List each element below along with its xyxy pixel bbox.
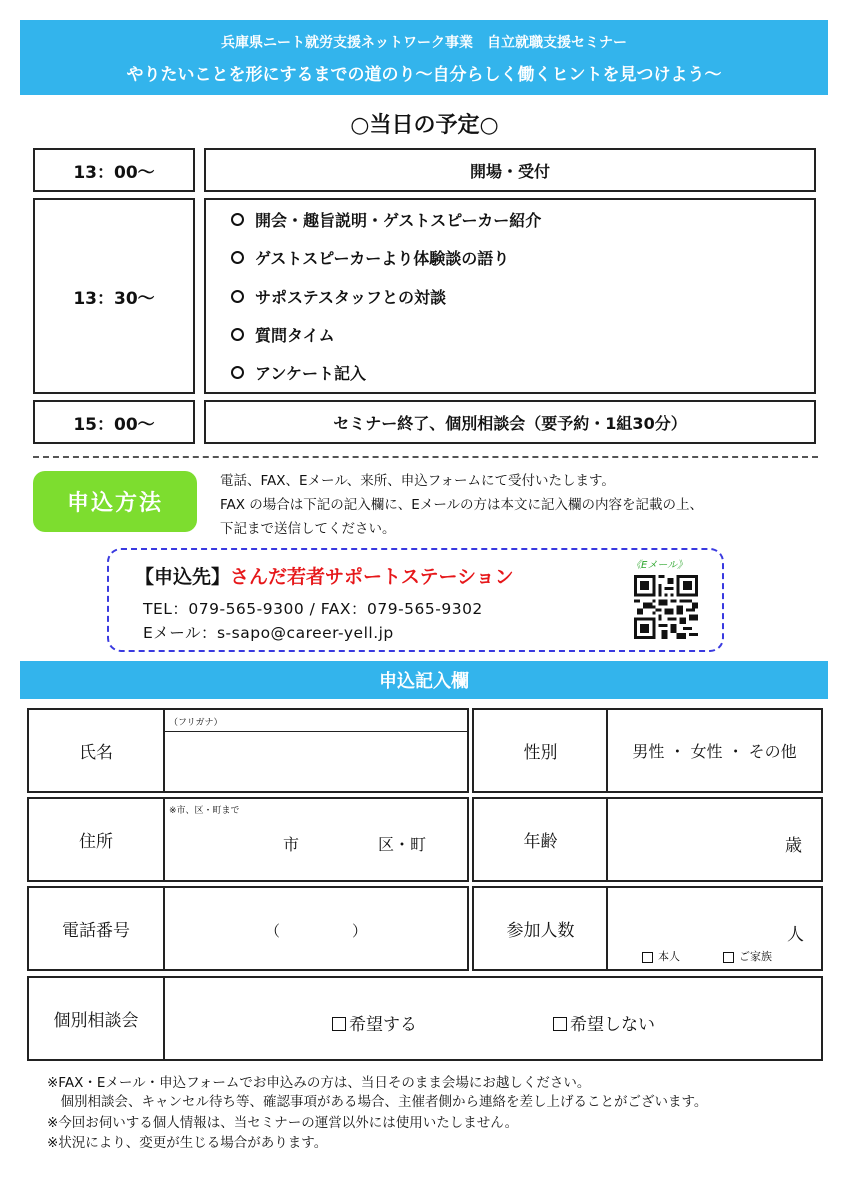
circle-bullet-icon bbox=[231, 213, 244, 226]
method-line-2: FAX の場合は下記の記入欄に、Eメールの方は本文に記入欄の内容を記載の上、 bbox=[220, 497, 704, 513]
circle-bullet-icon bbox=[231, 290, 244, 303]
note-1: ※FAX・Eメール・申込フォームでお申込みの方は、当日そのまま会場にお越しください。 bbox=[47, 1075, 591, 1091]
checkbox-icon bbox=[553, 1017, 567, 1031]
schedule-time-1: 13：00～ bbox=[33, 148, 195, 192]
gender-label: 性別 bbox=[523, 743, 558, 763]
checkbox-icon bbox=[642, 952, 653, 963]
contact-tel-fax: TEL：079-565-9300 / FAX：079-565-9302 bbox=[143, 600, 483, 618]
age-unit: 歳 bbox=[785, 836, 802, 856]
header-line2: やりたいことを形にするまでの道のり～自分らしく働くヒントを見つけよう～ bbox=[126, 65, 722, 85]
circle-bullet-icon bbox=[231, 366, 244, 379]
self-checkbox[interactable]: 本人 bbox=[642, 948, 680, 964]
dashed-divider bbox=[33, 456, 818, 458]
header-banner bbox=[20, 20, 828, 95]
program-item: ゲストスピーカーより体験談の語り bbox=[231, 246, 509, 269]
program-item: サポステスタッフとの対談 bbox=[231, 285, 446, 308]
schedule-time-2: 13：30～ bbox=[33, 198, 195, 394]
note-3: ※今回お伺いする個人情報は、当セミナーの運営以外には使用いたしません。 bbox=[47, 1115, 519, 1131]
address-city-label: 市 bbox=[283, 835, 300, 854]
program-item: 質問タイム bbox=[231, 323, 335, 346]
furigana-label: （フリガナ） bbox=[169, 718, 223, 728]
program-item: 開会・趣旨説明・ゲストスピーカー紹介 bbox=[231, 208, 541, 231]
divider bbox=[163, 978, 165, 1059]
family-checkbox[interactable]: ご家族 bbox=[723, 948, 772, 964]
destination-name: さんだ若者サポートステーション bbox=[230, 566, 514, 588]
schedule-content-3: セミナー終了、個別相談会（要予約・1組30分） bbox=[204, 400, 816, 444]
header-line1: 兵庫県ニート就労支援ネットワーク事業 自立就職支援セミナー bbox=[221, 35, 627, 51]
contact-email[interactable]: Eメール：s-sapo@career-yell.jp bbox=[143, 624, 394, 642]
destination-heading bbox=[135, 562, 514, 589]
age-label: 年齢 bbox=[523, 832, 558, 852]
schedule-program-list bbox=[204, 198, 816, 394]
method-line-1: 電話、FAX、Eメール、来所、申込フォームにて受付いたします。 bbox=[220, 473, 615, 489]
address-label: 住所 bbox=[79, 832, 113, 852]
checkbox-icon bbox=[723, 952, 734, 963]
address-hint: ※市、区・町まで bbox=[169, 806, 240, 816]
not-want-checkbox[interactable]: 希望しない bbox=[553, 1010, 655, 1035]
checkbox-icon bbox=[332, 1017, 346, 1031]
name-label: 氏名 bbox=[79, 743, 113, 763]
furigana-divider bbox=[163, 731, 467, 732]
phone-input[interactable] bbox=[165, 888, 467, 969]
circle-bullet-icon bbox=[231, 251, 244, 264]
note-2: 個別相談会、キャンセル待ち等、確認事項がある場合、主催者側から連絡を差し上げることがございます。 bbox=[47, 1094, 708, 1110]
schedule-time-3: 15：00～ bbox=[33, 400, 195, 444]
qr-label: 《Eメール》 bbox=[631, 560, 688, 571]
want-checkbox[interactable]: 希望する bbox=[332, 1010, 417, 1035]
name-input[interactable] bbox=[165, 733, 467, 791]
schedule-content-1: 開場・受付 bbox=[204, 148, 816, 192]
qr-code-icon[interactable] bbox=[634, 574, 698, 640]
destination-bracket: 【申込先】 bbox=[135, 566, 231, 588]
participants-unit: 人 bbox=[787, 925, 804, 945]
consultation-label: 個別相談会 bbox=[53, 1011, 139, 1031]
gender-options[interactable]: 男性 ・ 女性 ・ その他 bbox=[632, 742, 797, 761]
address-ward-label: 区・町 bbox=[378, 835, 427, 854]
method-line-3: 下記まで送信してください。 bbox=[220, 521, 396, 537]
circle-bullet-icon bbox=[231, 328, 244, 341]
participants-label: 参加人数 bbox=[506, 921, 575, 941]
program-item: アンケート記入 bbox=[231, 361, 366, 384]
phone-paren-open: （ bbox=[265, 922, 281, 940]
phone-paren-close: ） bbox=[352, 922, 368, 940]
schedule-title: ○当日の予定○ bbox=[350, 113, 499, 138]
phone-label: 電話番号 bbox=[62, 921, 130, 941]
form-title-bar: 申込記入欄 bbox=[20, 661, 828, 699]
note-4: ※状況により、変更が生じる場合があります。 bbox=[47, 1135, 328, 1151]
address-input[interactable] bbox=[165, 815, 467, 880]
application-method-label: 申込方法 bbox=[33, 471, 197, 532]
